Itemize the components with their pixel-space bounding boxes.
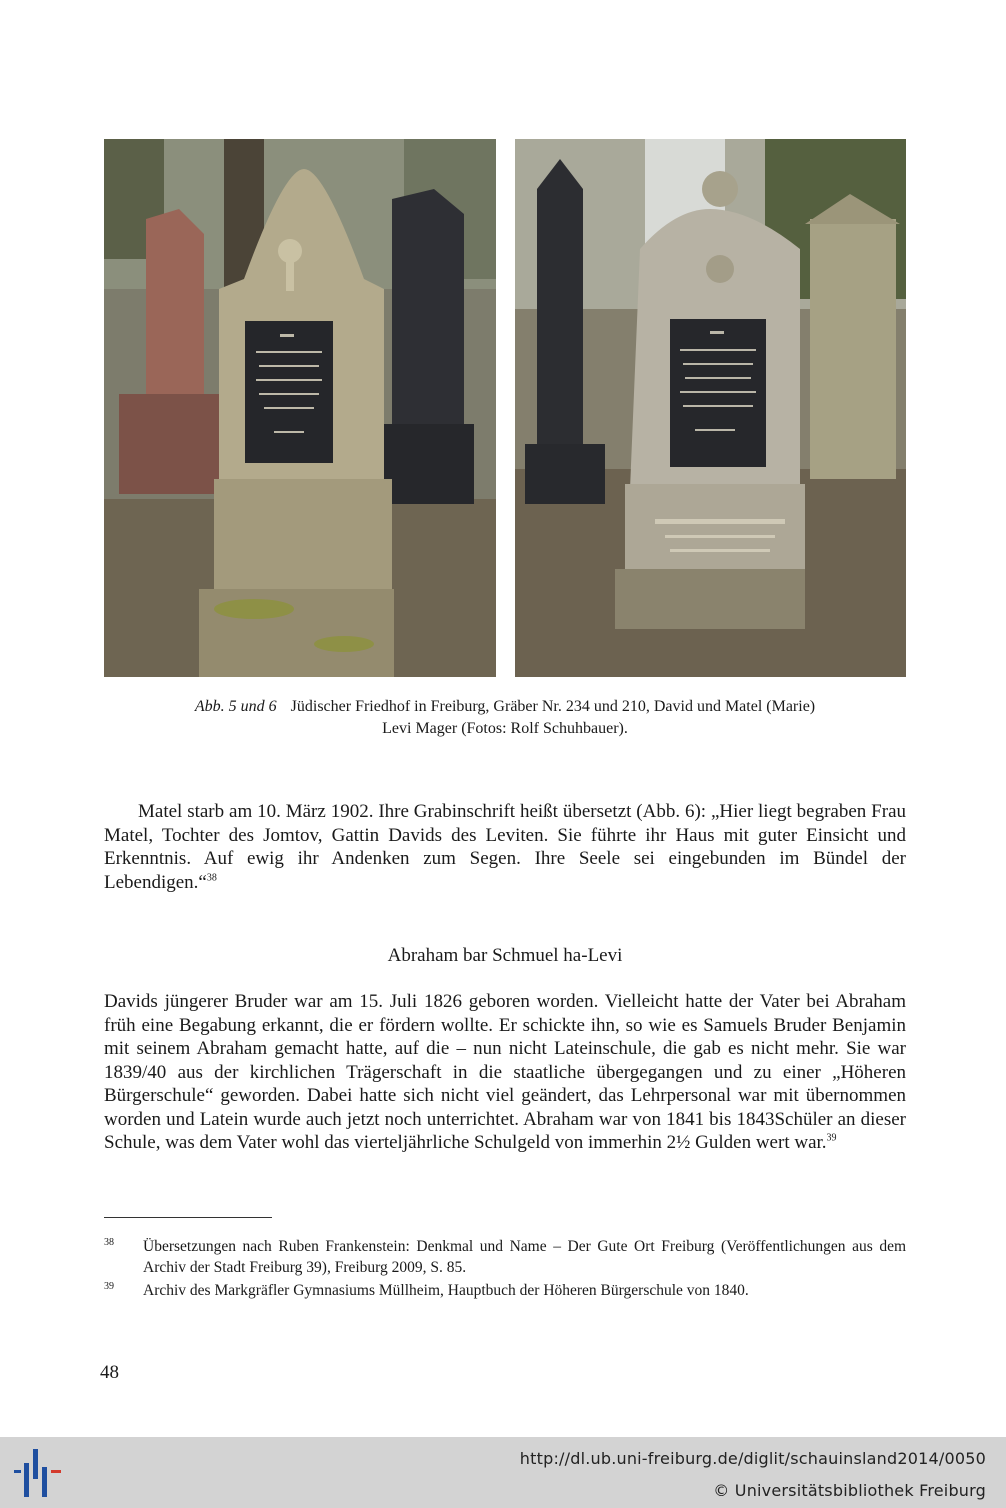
- footnote-text: Übersetzungen nach Ruben Frankenstein: Denkmal und Name – Der Gute Ort Freiburg (Veröffentlichungen aus dem Archiv der Stadt Freiburg 39), Freiburg 2009, S. 85.: [143, 1238, 906, 1276]
- footnote-number: 38: [104, 1237, 114, 1248]
- footer-url-link[interactable]: http://dl.ub.uni-freiburg.de/diglit/schauinsland2014/0050: [519, 1449, 986, 1468]
- footnote-39: [104, 1280, 906, 1301]
- caption-label: Abb. 5 und 6: [194, 698, 277, 715]
- footnote-text: Archiv des Markgräfler Gymnasiums Müllheim, Hauptbuch der Höheren Bürgerschule von 1840.: [143, 1282, 749, 1299]
- gravestone-photo-right: [515, 139, 906, 677]
- section-heading: Abraham bar Schmuel ha-Levi: [387, 945, 623, 966]
- library-logo-icon: [10, 1445, 68, 1501]
- footnote-number: 39: [104, 1281, 114, 1292]
- footnote-38: [104, 1236, 906, 1278]
- figure-caption: [104, 696, 906, 740]
- footnote-ref-38[interactable]: 38: [206, 872, 217, 884]
- photo-grave-matel: [515, 139, 906, 677]
- paragraph-text: Davids jüngerer Bruder war am 15. Juli 1826 geboren worden. Vielleicht hatte der Vater bei Abraham früh eine Begabung erkannt, die er fördern wollte. Er schickte ihn, so wie es Samuels Bruder Benjamin mit seinem Abraham gemacht hatte, auf die – nun nicht Lateinschule, die gab es nicht mehr. Sie war 1839/40 aus der kirchlichen Trägerschaft in die staatliche übergegangen und zu einer „Höheren Bürgerschule“ geworden. Dabei hatte sich nicht viel geändert, das Lehrpersonal war mit übernommen worden und Latein wurde auch jetzt noch unterrichtet. Abraham war von 1841 bis 1843Schüler an dieser Schule, was dem Vater wohl das vierteljährliche Schulgeld von immerhin 2½ Gulden wert war.: [104, 991, 906, 1153]
- gravestone-photo-left: [104, 139, 496, 677]
- photo-grave-david: [104, 139, 496, 677]
- caption-line-2: Levi Mager (Fotos: Rolf Schuhbauer).: [382, 720, 628, 737]
- page-number: 48: [100, 1362, 119, 1383]
- caption-line-1: Jüdischer Friedhof in Freiburg, Gräber Nr. 234 und 210, David und Matel (Marie): [290, 698, 816, 715]
- paragraph-text: Matel starb am 10. März 1902. Ihre Grabinschrift heißt übersetzt (Abb. 6): „Hier liegt begraben Frau Matel, Tochter des Jomtov, Gattin Davids des Leviten. Sie führte ihr Haus mit guter Einsicht und Erkenntnis. Auf ewig ihr Andenken zum Segen. Ihre Seele sei eingebunden im Bündel der Lebendigen.“: [104, 801, 906, 893]
- footnote-divider: [104, 1217, 272, 1218]
- footer-copyright: © Universitätsbibliothek Freiburg: [713, 1481, 986, 1500]
- paragraph-abraham: [104, 990, 906, 1155]
- footnote-ref-39[interactable]: 39: [826, 1132, 837, 1144]
- paragraph-matel: [104, 800, 906, 894]
- footer-bar: [0, 1437, 1006, 1508]
